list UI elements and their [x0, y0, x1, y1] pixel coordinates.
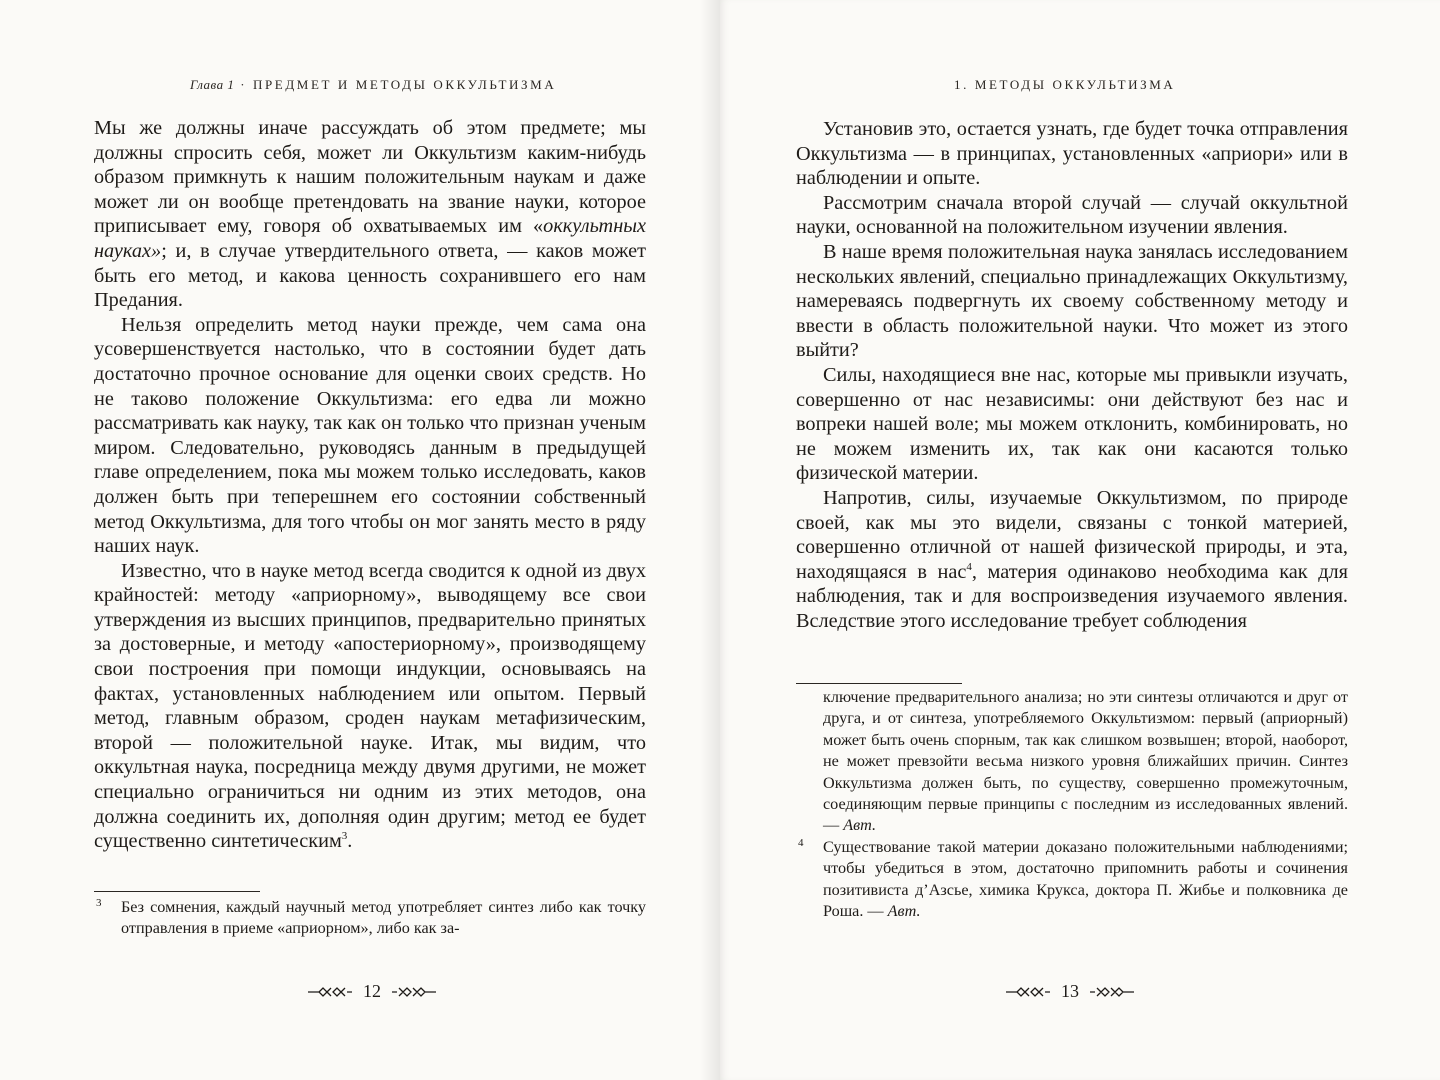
ornament-left-icon [1005, 985, 1051, 999]
footnotes-left [94, 897, 646, 940]
footnote-4-mark: 4 [798, 836, 804, 849]
footnotes-right [796, 687, 1348, 922]
paragraph-8 [796, 486, 1348, 634]
paragraph-4: Установив это, остается узнать, где будет точка отправления Оккультизма — в принципах, установленных «априори» или в наблюдении и опыте. [796, 118, 1348, 190]
paragraph-8-text-b: , материя одинаково необходима как для наблюдения, так и для воспроизведения изучаемого явления. Вследствие этого исследование требует соблюдения [796, 560, 1349, 632]
paragraph-1 [94, 116, 646, 313]
footnote-3 [94, 897, 646, 940]
footnote-4 [796, 837, 1348, 923]
paragraph-1-italic-phrase: оккультных науках» [94, 215, 646, 262]
footnote-3-continuation [796, 687, 1348, 837]
paragraph-2: Нельзя определить метод науки прежде, чем сама она усовершенствуется настолько, что в состоянии будет дать достаточно прочное основание для оценки своих средств. Но не таково положение Оккультизма: его едва ли можно рассматривать как науку, так как он только что признан ученым миром. Следовательно, руководясь данным в предыдущей главе определением, пока мы можем только исследовать, каков должен быть при теперешнем его состоянии собственный метод Оккультизма, для того чтобы он мог занять место в ряду наших наук. [94, 313, 646, 558]
paragraph-1-text-a: Мы же должны иначе рассуждать об этом предмете; мы должны спросить себя, может ли Оккультизм каким-нибудь образом примкнуть к нашим положительным наукам и даже может ли он вообще претендовать на звание науки, которое приписывает ему, говоря об охватываемых им « [94, 117, 646, 238]
paragraph-7: Силы, находящиеся вне нас, которые мы привыкли изучать, совершенно от нас независимы: они действуют без нас и вопреки нашей воле; мы можем отклонить, комбинировать, но не можем изменить их, так как они касаются только физической материи. [796, 363, 1348, 485]
footnote-3-author: Авт. [843, 816, 877, 835]
paragraph-6: В наше время положительная наука занялась исследованием нескольких явлений, специально принадлежащих Оккультизму, намереваясь подвергнуть их своему собственному методу и ввести в область положительной науки. Что может из этого выйти? [796, 240, 1348, 362]
body-text-left [94, 116, 646, 854]
running-head-left [190, 77, 556, 93]
chapter-title: ПРЕДМЕТ И МЕТОДЫ ОККУЛЬТИЗМА [252, 77, 557, 92]
page-number-left [252, 980, 492, 1002]
right-page [720, 0, 1440, 1080]
paragraph-3-text: Известно, что в науке метод всегда сводится к одной из двух крайностей: методу «априорному», выводящему все свои утверждения из высших принципов, предварительно принятых за достоверные, и методу «апостериорному», производящему свои построения при помощи индукции, основываясь на фактах, установленных наблюдением или опытом. Первый метод, главным образом, сроден наукам метафизическим, второй — положительной науке. Итак, мы видим, что оккультная наука, посредница между двумя другими, не может специально ограничиться ни одним из этих методов, она должна соединить их, дополняя один другим; метод ее будет существенно синтетическим [94, 559, 646, 853]
ornament-left-icon [307, 985, 353, 999]
footnote-ref-3[interactable]: 3 [341, 830, 348, 843]
ornament-right-icon [391, 985, 437, 999]
footnote-4-text: Существование такой материи доказано положительными наблюдениями; чтобы убедиться в этом, достаточно припомнить работы и сочинения позитивиста д’Азсье, химика Крукса, доктора П. Жибье и полковника де Роша. — [823, 837, 1348, 921]
running-head-right [954, 77, 1175, 93]
folio-number-12: 12 [363, 981, 381, 1002]
footnote-3-text: Без сомнения, каждый научный метод употребляет синтез либо как точку отправления в приеме «априорном», либо как за- [121, 898, 646, 938]
running-head-separator: · [234, 77, 253, 92]
paragraph-3-end: . [347, 830, 353, 853]
footnote-rule-right [796, 683, 962, 684]
paragraph-5: Рассмотрим сначала второй случай — случай оккультной науки, основанной на положительном изучении явления. [796, 191, 1348, 239]
ornament-right-icon [1089, 985, 1135, 999]
body-text-right [796, 117, 1348, 633]
section-number: 1. [954, 77, 969, 92]
footnote-3-continuation-text: ключение предварительного анализа; но эти синтезы отличаются и друг от друга, и от синтеза, употребляемого Оккультизмом: первый (априорный) может быть очень спорным, так как слишком возвышен; второй, наоборот, не может превзойти весьма низкого уровня ближайших причин. Синтез Оккультизма должен быть, по существу, совершенно промежуточным, соединяющим первые принципы с последним из исследованных явлений. — [823, 688, 1348, 835]
chapter-label: Глава 1 [190, 77, 235, 92]
section-title: МЕТОДЫ ОККУЛЬТИЗМА [974, 77, 1176, 92]
page-number-right [950, 980, 1190, 1002]
paragraph-1-text-c: ; и, в случае утвердительного ответа, — каков может быть его метод, и какова ценность сохранившего его нам Предания. [94, 239, 646, 312]
paragraph-3 [94, 559, 646, 854]
footnote-3-mark: 3 [96, 897, 102, 909]
gutter-shadow [700, 0, 720, 1080]
footnote-ref-4[interactable]: 4 [966, 560, 972, 573]
footnote-4-author: Авт. [887, 902, 921, 921]
paragraph-8-text-a: Напротив, силы, изучаемые Оккультизмом, по природе своей, как мы это видели, связаны с тонкой материей, совершенно отличной от нашей физической природы, и эта, находящаяся в нас [796, 486, 1348, 583]
footnote-rule-left [94, 891, 260, 892]
folio-number-13: 13 [1061, 981, 1079, 1002]
